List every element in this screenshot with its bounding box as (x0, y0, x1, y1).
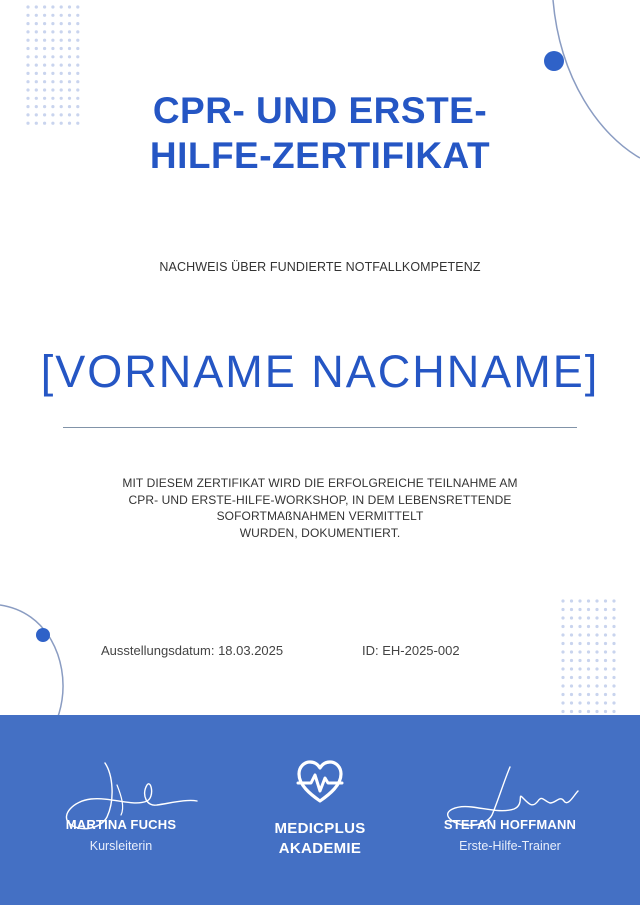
recipient-name: [VORNAME NACHNAME] (40, 346, 600, 397)
heart-pulse-icon (296, 759, 344, 805)
statement-line-2: CPR- UND ERSTE-HILFE-WORKSHOP, IN DEM LEBENSRETTENDE (128, 492, 512, 507)
title-line-1: CPR- UND ERSTE- (152, 90, 488, 131)
brand-name (220, 819, 420, 859)
name-underline-divider (63, 427, 577, 428)
statement-line-4: WURDEN, DOKUMENTIERT. (239, 525, 401, 540)
footer-band (0, 715, 640, 905)
dot-top-right (544, 51, 564, 71)
issue-date: Ausstellungsdatum: 18.03.2025 (101, 643, 284, 658)
signer-left-name: MARTINA FUCHS (65, 817, 177, 832)
dot-left (36, 628, 50, 642)
signer-right-name: STEFAN HOFFMANN (443, 817, 577, 832)
statement-line-1: MIT DIESEM ZERTIFIKAT WIRD DIE ERFOLGREICHE TEILNAHME AM (122, 476, 518, 490)
certificate-id: ID: EH-2025-002 (362, 643, 460, 658)
signer-right-role: Erste-Hilfe-Trainer (459, 839, 561, 853)
statement-line-3: SOFORTMAßNAHMEN VERMITTELT (216, 509, 424, 523)
certificate-statement (95, 475, 545, 541)
brand-name-line-2: AKADEMIE (278, 840, 362, 857)
title-line-2: HILFE-ZERTIFIKAT (149, 135, 491, 176)
brand-name-line-1: MEDICPLUS (274, 820, 366, 837)
certificate-subtitle: NACHWEIS ÜBER FUNDIERTE NOTFALLKOMPETENZ (159, 260, 481, 274)
signer-left-role: Kursleiterin (89, 839, 153, 853)
certificate-title (0, 88, 640, 178)
